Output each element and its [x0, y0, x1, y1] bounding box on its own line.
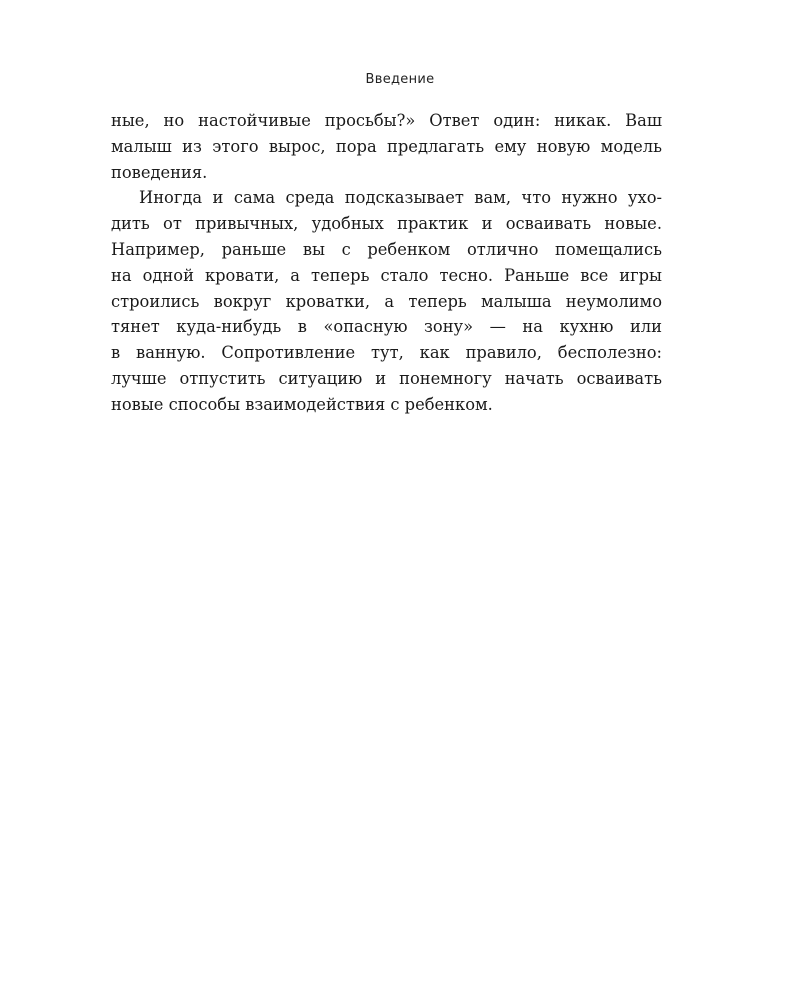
text-line: ные, но настойчивые просьбы?» Ответ один: никак. Ваш [111, 111, 662, 130]
body-text [111, 108, 662, 418]
text-line: дить от привычных, удобных практик и осваивать новые. [111, 214, 662, 234]
paragraph-2 [111, 185, 662, 417]
text-line: Иногда и сама среда подсказывает вам, что нужно ухо- [139, 188, 662, 208]
text-line: строились вокруг кроватки, а теперь малыша неумолимо [111, 291, 662, 311]
text-line: Например, раньше вы с ребенком отлично помещались [111, 239, 662, 259]
text-line: в ванную. Сопротивление тут, как правило, бесполезно: [111, 343, 662, 363]
text-line: лучше отпустить ситуацию и понемногу начать осваивать [111, 368, 662, 388]
text-line: тянет куда-нибудь в «опасную зону» — на кухню или [111, 317, 662, 337]
text-line: малыш из этого вырос, пора предлагать ему новую модель [111, 136, 662, 156]
paragraph-1 [111, 108, 662, 185]
text-line: поведения. [111, 162, 208, 182]
running-head: Введение [365, 72, 435, 87]
text-line: новые способы взаимодействия с ребенком. [111, 394, 493, 414]
text-line: на одной кровати, а теперь стало тесно. Раньше все игры [111, 265, 662, 285]
